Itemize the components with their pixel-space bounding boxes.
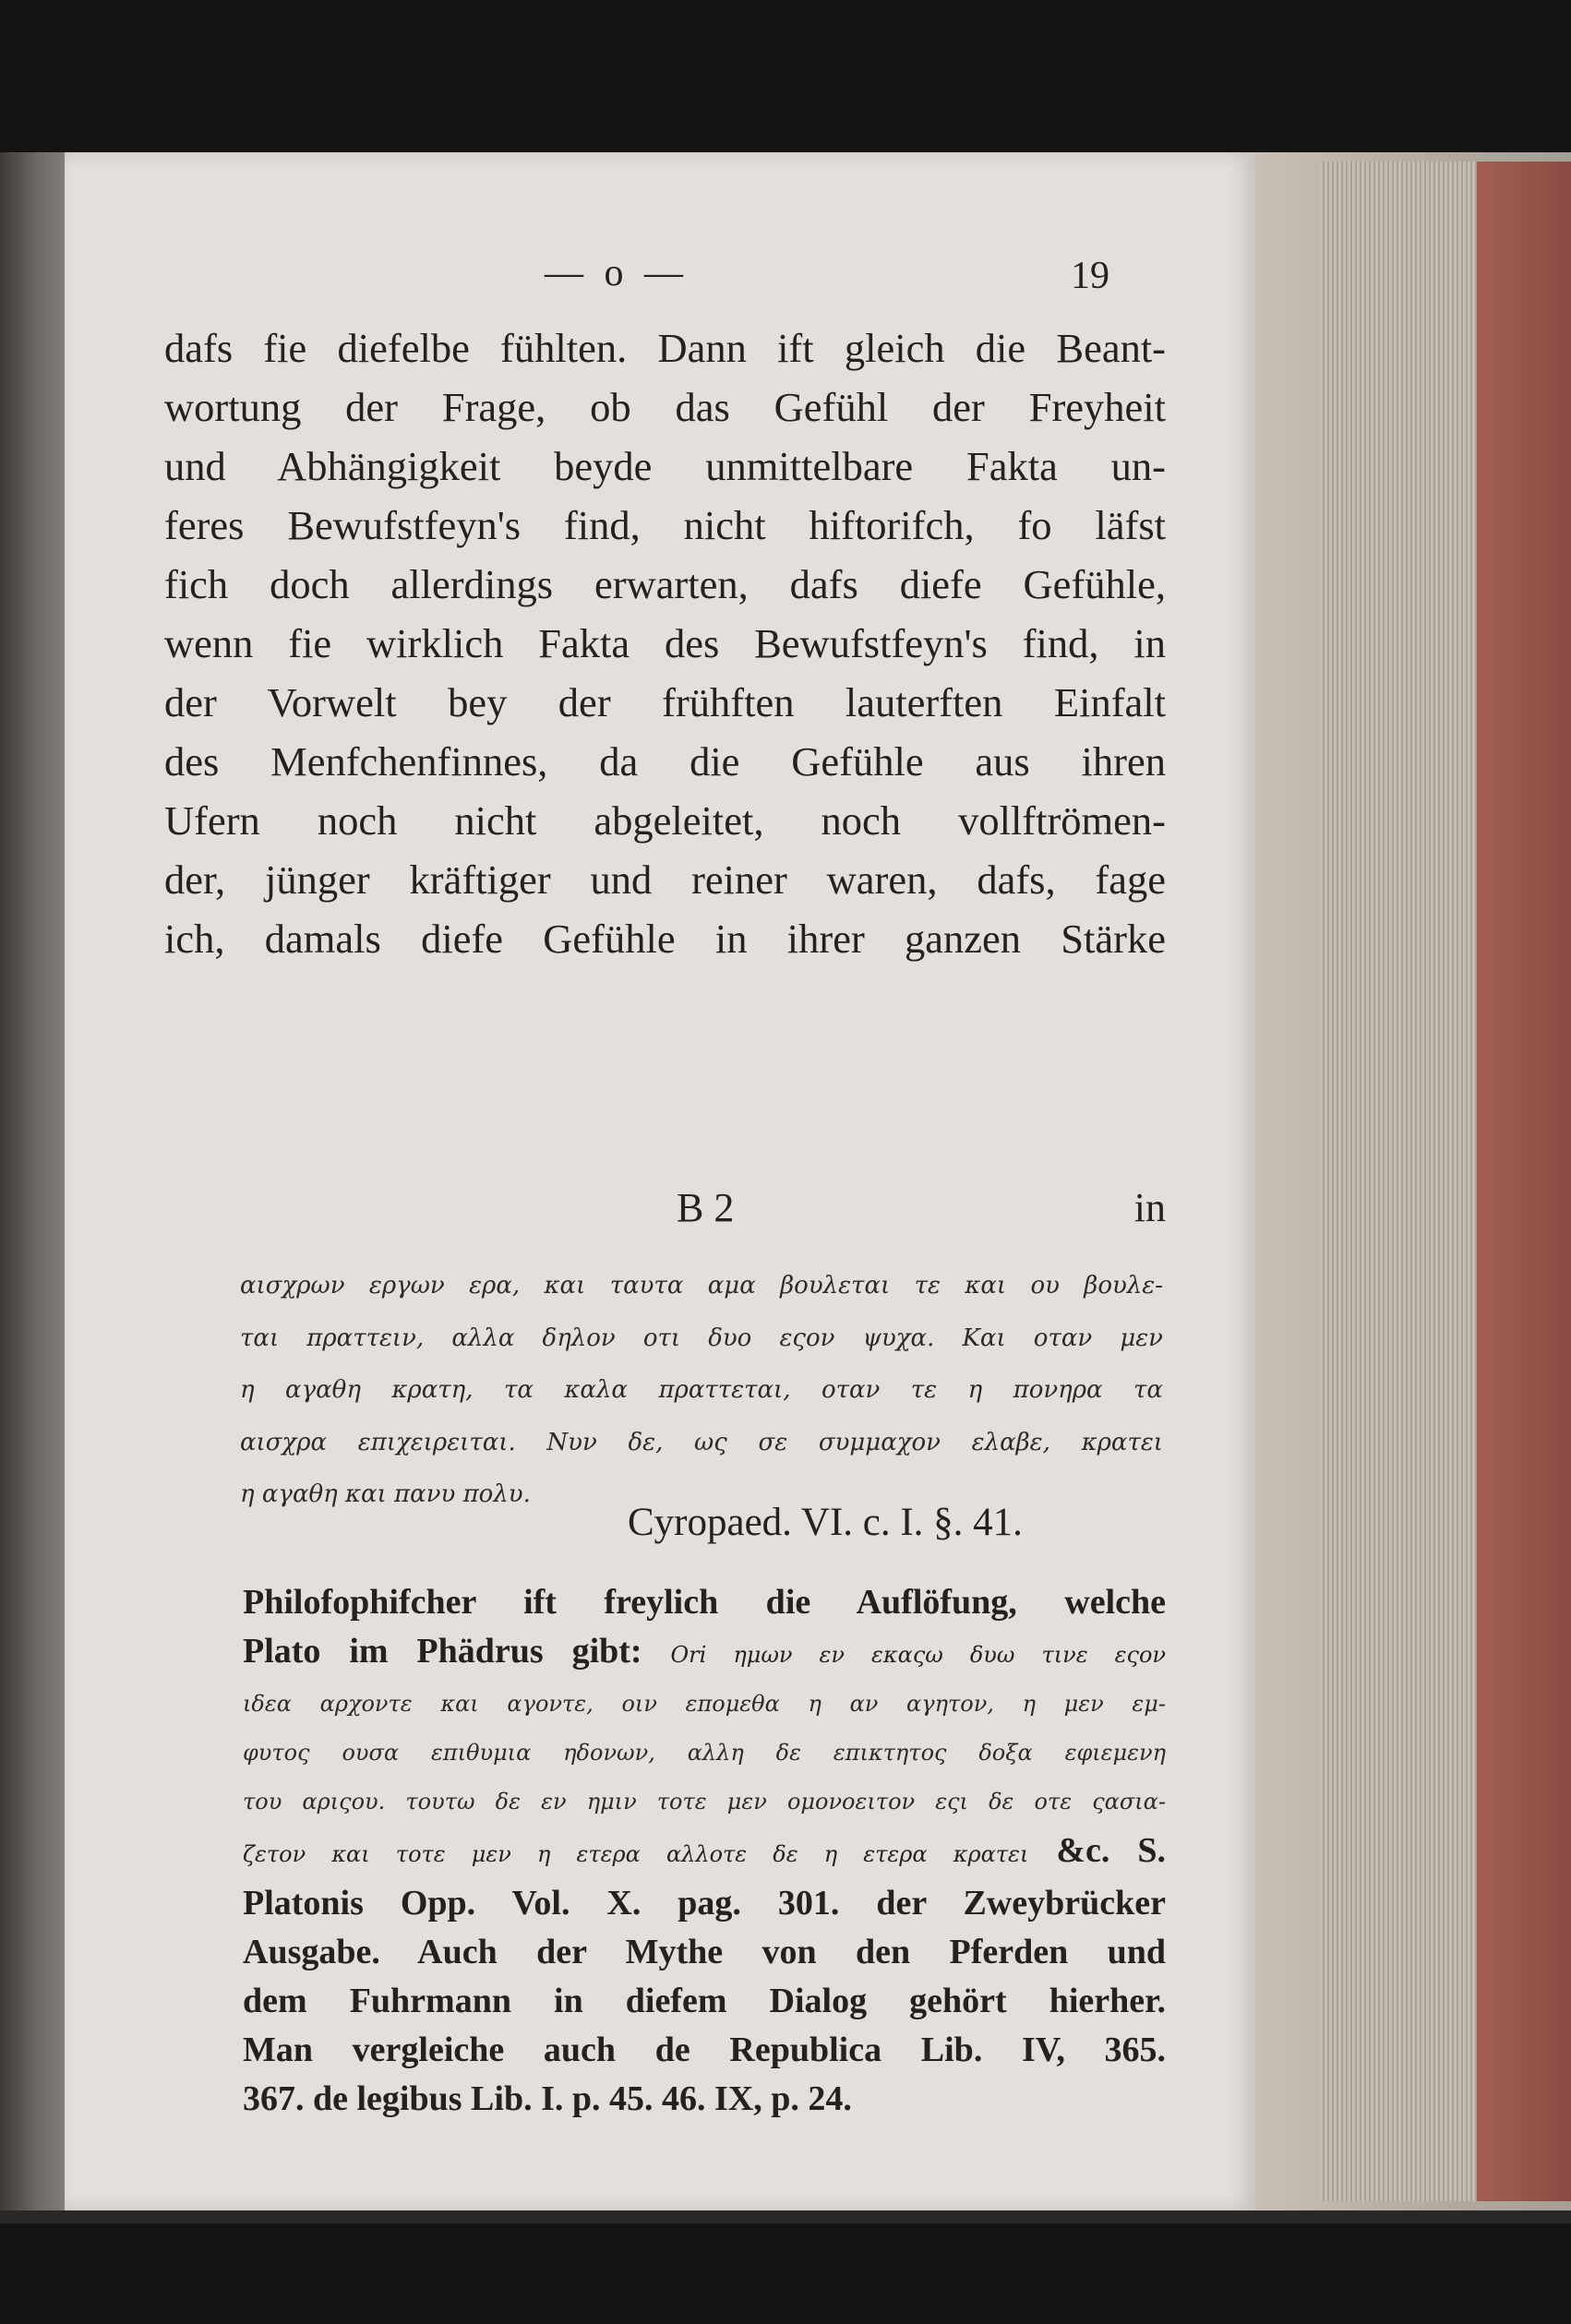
greek-line: η αγαθη και πανυ πολυ. (240, 1480, 531, 1508)
greek-footnote (240, 1260, 1163, 1521)
text-line: des Menfchenfinnes, da die Gefühle aus ihren (164, 738, 1166, 785)
text-line: wenn fie wirklich Fakta des Bewufstfeyn's find, in (164, 620, 1166, 666)
greek-line: η αγαθη κρατη, τα καλα πραττεται, οταν τε η πονηρα τα (240, 1376, 1163, 1404)
footnote-line: 367. de legibus Lib. I. p. 45. 46. IX, p. 24. (243, 2079, 852, 2118)
greek-line: ται πραττειν, αλλα δηλον οτι δυο εςον ψυχα. Και οταν μεν (240, 1324, 1163, 1352)
citation: Cyropaed. VI. c. I. §. 41. (628, 1501, 1023, 1544)
greek-inline: ζετον και τοτε μεν η ετερα αλλοτε δε η ετερα κρατει (243, 1841, 1029, 1867)
greek-tail: &c. S. (1056, 1831, 1167, 1870)
footnote-line: Platonis Opp. Vol. X. pag. 301. der Zweybrücker (243, 1884, 1166, 1923)
text-line: und Abhängigkeit beyde unmittelbare Fakta un- (164, 443, 1166, 489)
footnote-line (243, 1627, 1166, 1680)
page-number: 19 (1071, 255, 1109, 297)
footnote-line (243, 1827, 1166, 1879)
text-line: fich doch allerdings erwarten, dafs diefe Gefühle, (164, 561, 1166, 607)
text-line: der, jünger kräftiger und reiner waren, dafs, fage (164, 857, 1166, 903)
greek-line: του αριςου. τουτω δε εν ημιν τοτε μεν ομονοειτον εςι δε οτε ςασια- (243, 1789, 1166, 1815)
bottom-shadow (0, 2210, 1571, 2223)
footnote-plato (243, 1578, 1166, 2124)
greek-line: ιδεα αρχοντε και αγοντε, οιν επομεθα η αν αγητον, η μεν εμ- (243, 1691, 1166, 1717)
footnote-line: Ausgabe. Auch der Mythe von den Pferden und (243, 1933, 1166, 1971)
greek-line: φυτος ουσα επιθυμια ηδονων, αλλη δε επικτητος δοξα εφιεμενη (243, 1740, 1166, 1766)
book-page (65, 152, 1255, 2210)
footnote-line: Philofophifcher ift freylich die Auflöfung, welche (243, 1583, 1166, 1622)
signature-mark: B 2 (677, 1185, 735, 1230)
footnote-line: dem Fuhrmann in diefem Dialog gehört hierher. (243, 1982, 1166, 2020)
catchword: in (1133, 1185, 1166, 1230)
main-text (164, 318, 1166, 968)
text-line: wortung der Frage, ob das Gefühl der Freyheit (164, 384, 1166, 430)
text-line: feres Bewufstfeyn's find, nicht hiftorifch, fo läfst (164, 502, 1166, 548)
greek-inline: Ori ημων εν εκαςω δυω τινε εςον (670, 1642, 1167, 1668)
cover-edge (1477, 162, 1571, 2201)
greek-line: αισχρων εργων ερα, και ταυτα αμα βουλεται τε και ου βουλε- (240, 1272, 1163, 1300)
footnote-lead: Plato im Phädrus gibt: (243, 1632, 642, 1671)
text-line: ich, damals diefe Gefühle in ihrer ganzen Stärke (164, 916, 1166, 962)
text-line: der Vorwelt bey der frühften lauterften Einfalt (164, 679, 1166, 725)
text-line: Ufern noch nicht abgeleitet, noch vollftrömen- (164, 797, 1166, 844)
running-header: — o — (545, 252, 689, 294)
left-page-edge (0, 152, 65, 2215)
footnote-line: Man vergleiche auch de Republica Lib. IV, 365. (243, 2031, 1166, 2069)
text-line: dafs fie diefelbe fühlten. Dann ift gleich die Beant- (164, 325, 1166, 371)
greek-line: αισχρα επιχειρειται. Νυν δε, ως σε συμμαχον ελαβε, κρατει (240, 1428, 1163, 1456)
